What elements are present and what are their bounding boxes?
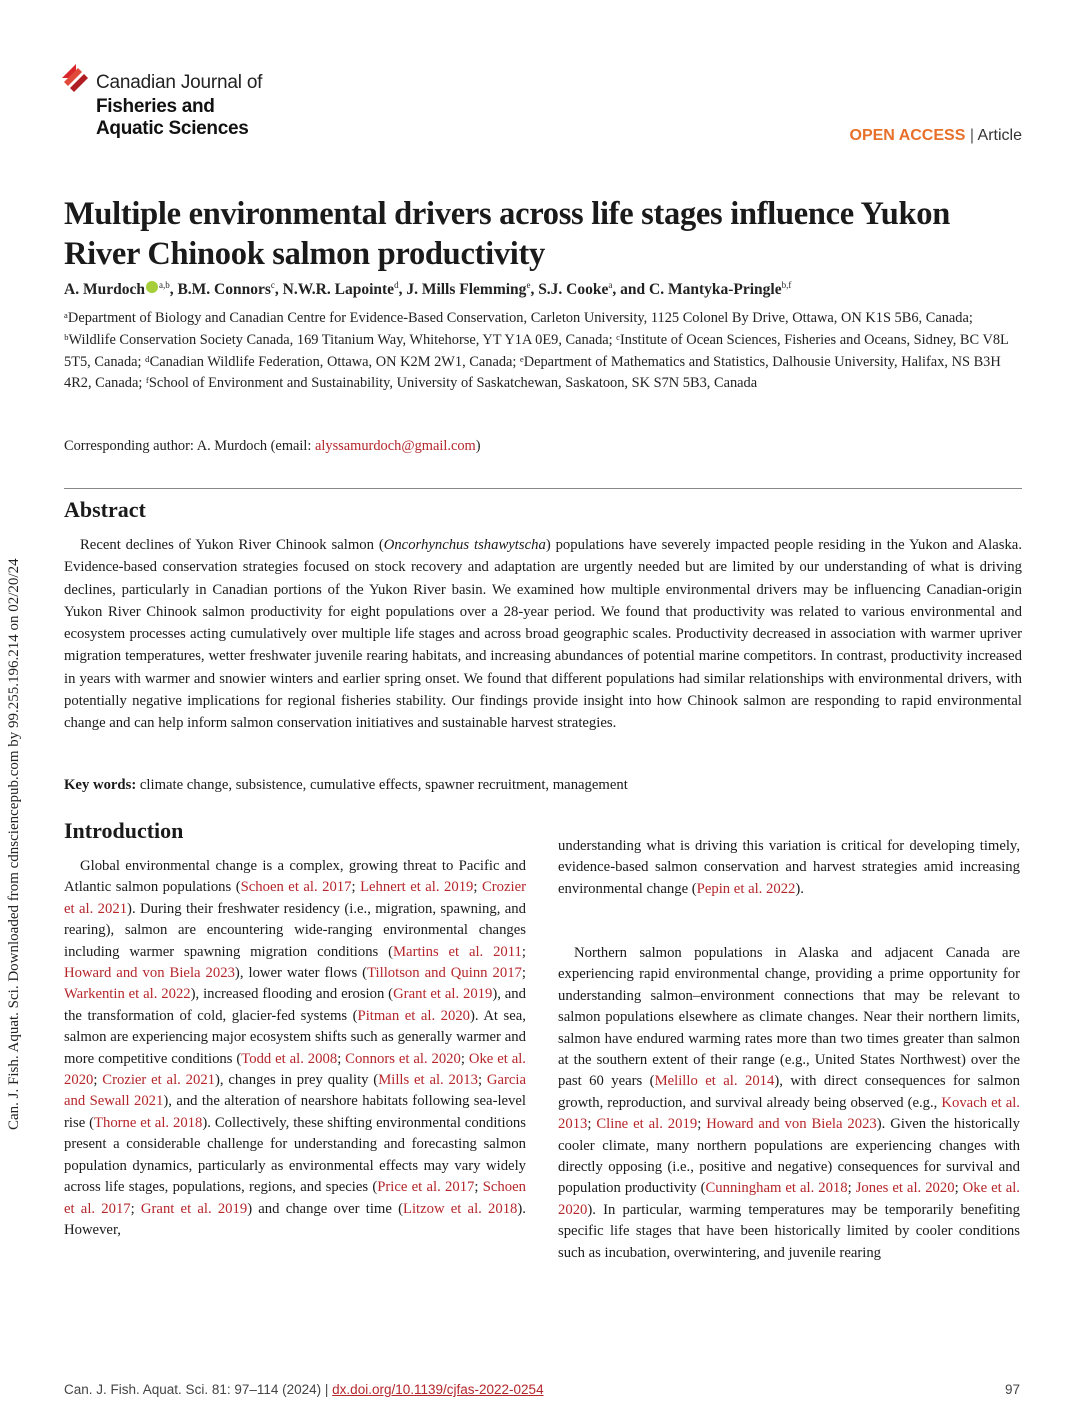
journal-name-lines <box>96 96 249 140</box>
author-email-link[interactable]: alyssamurdoch@gmail.com <box>315 438 476 454</box>
abstract-heading: Abstract <box>64 497 146 522</box>
body-text: ). At sea, salmon are experiencing major ecosystem shifts such as generally warmer and more competitive conditions ( <box>64 1007 526 1067</box>
citation-link[interactable]: Grant et al. 2019 <box>140 1200 248 1217</box>
citation-link[interactable]: Cline et al. 2019 <box>596 1116 698 1133</box>
body-text: ). During their freshwater residency (i.e., migration, spawning, and rearing), salmon are encountering wide-ranging environmental changes including warmer spawning migration conditions ( <box>64 900 526 960</box>
body-text: ), increased flooding and erosion ( <box>190 986 394 1003</box>
citation-link[interactable]: Jones et al. 2020 <box>855 1180 955 1197</box>
body-text: ; <box>847 1180 856 1197</box>
orcid-icon[interactable] <box>146 281 158 293</box>
keywords-label: Key words: <box>64 777 137 793</box>
body-text: ). Given the historically cooler climate, many northern populations are experiencing changes with directly opposing (i.e., positive and negative) consequences for survival and population productivity ( <box>558 1116 1020 1197</box>
citation-link[interactable]: Pepin et al. 2022 <box>696 880 796 897</box>
citation-link[interactable]: Mills et al. 2013 <box>378 1072 478 1089</box>
body-text: ). Collectively, these shifting environmental conditions present a considerable challenge for understanding and forecasting salmon population dynamics, particularly as environmental effects may vary widely across life stages, populations, regions, and species ( <box>64 1114 526 1196</box>
body-text: ), changes in prey quality ( <box>215 1072 379 1089</box>
body-text: ; <box>587 1116 597 1133</box>
author-separator: , <box>530 281 539 298</box>
citation-link[interactable]: Cunningham et al. 2018 <box>705 1180 848 1197</box>
footer-citation <box>64 1382 544 1397</box>
body-text: ), with direct consequences for salmon growth, reproduction, and survival already being observed (e.g., <box>558 1073 1020 1111</box>
body-text: ; <box>351 879 361 896</box>
author-name: C. Mantyka-Pringle <box>649 281 782 298</box>
citation-link[interactable]: Thorne et al. 2018 <box>94 1114 203 1131</box>
section-divider <box>64 488 1022 489</box>
introduction-column-2-paragraph <box>558 943 1020 1264</box>
body-text: ), and the transformation of cold, glacier-fed systems ( <box>64 986 526 1024</box>
body-text: ), and the alteration of nearshore habitats following sea-level rise ( <box>64 1093 527 1131</box>
author-name: A. Murdoch <box>64 281 145 298</box>
paper-title: Multiple environmental drivers across life stages influence Yukon River Chinook salmon productivity <box>64 196 950 272</box>
body-text: ). However, <box>64 1200 526 1238</box>
author-name: N.W.R. Lapointe <box>282 281 395 298</box>
author-affiliation-marker: a <box>608 280 613 290</box>
journal-logo-icon <box>62 64 92 94</box>
citation-link[interactable]: Howard and von Biela 2023 <box>706 1116 877 1133</box>
author-affiliation-marker: b,f <box>781 280 792 290</box>
journal-name-line2: Fisheries and <box>96 96 215 117</box>
affiliations: ᵃDepartment of Biology and Canadian Centre for Evidence-Based Conservation, Carleton University, 1125 Colonel By Drive, Ottawa, ON K1S 5B6, Canada; ᵇWildlife Conservation Society Canada, 169 Titanium Way, Whitehorse, YT Y1A 0E9, Canada; ᶜInstitute of Ocean Sciences, Fisheries and Oceans, Sidney, BC V8L 5T5, Canada; ᵈCanadian Wildlife Federation, Ottawa, ON K2M 2W1, Canada; ᵉDepartment of Mathematics and Statistics, Dalhousie University, Halifax, NS B3H 4R2, Canada; ᶠSchool of Environment and Sustainability, University of Saskatchewan, Saskatoon, SK S7N 5B3, Canada <box>64 310 1009 392</box>
author-name: S.J. Cooke <box>538 281 609 298</box>
body-text: ; <box>477 1072 487 1089</box>
body-text: ; <box>473 879 482 896</box>
corresponding-suffix: ) <box>475 438 481 454</box>
body-text: ; <box>460 1050 469 1067</box>
citation-link[interactable]: Connors et al. 2020 <box>345 1050 461 1067</box>
citation-link[interactable]: Howard and von Biela 2023 <box>64 965 235 982</box>
citation-link[interactable]: Schoen et al. 2017 <box>64 1179 526 1217</box>
body-text: ; <box>521 943 526 960</box>
author-affiliation-marker: e <box>526 280 531 290</box>
citation-link[interactable]: Lehnert et al. 2019 <box>360 879 474 896</box>
author-affiliation-marker: d <box>394 280 399 290</box>
keywords <box>64 777 628 794</box>
body-text: ), lower water flows ( <box>234 965 368 982</box>
citation-link[interactable]: Litzow et al. 2018 <box>402 1200 518 1217</box>
open-access-label: OPEN ACCESS <box>849 127 966 144</box>
citation-link[interactable]: Todd et al. 2008 <box>241 1050 338 1067</box>
journal-name-line1: Canadian Journal of <box>96 72 263 93</box>
doi-link[interactable]: dx.doi.org/10.1139/cjfas-2022-0254 <box>332 1382 544 1397</box>
abstract-text-rest: ) populations have severely impacted people residing in the Yukon and Alaska. Evidence-based conservation strategies focused on stock recovery and adaptation are urgently needed but are limited by our understanding of what is driving declines, particularly in Canadian portions of the Yukon River basin. We examined how multiple environmental drivers may be influencing Canadian-origin Yukon River Chinook salmon productivity for eight populations over a 28-year period. We found that productivity was related to various environmental and ecosystem processes acting cumulatively over multiple life stages and across broad geographic scales. Productivity decreased in association with warmer upriver migration temperatures, wetter freshwater juvenile rearing habitats, and increasing abundances of potential marine competitors. In contrast, productivity increased in years with warmer and snowier winters and earlier spring onset. We found that different populations had similar relationships with environmental drivers, with potentially negative implications for regional fisheries stability. Our findings provide insight into how Chinook salmon are responding to rapid environmental change and can help inform salmon conservation initiatives and sustainable harvest strategies. <box>64 537 1022 732</box>
author-affiliation-marker: a,b <box>158 280 170 290</box>
body-text: ). <box>795 880 804 897</box>
abstract-text <box>64 534 1022 735</box>
author-separator: , and <box>612 281 650 298</box>
author-affiliation-marker: c <box>270 280 275 290</box>
download-stamp: Can. J. Fish. Aquat. Sci. Downloaded from cdnsciencepub.com by 99.255.196.214 on 02/20/24 <box>6 558 22 1130</box>
body-text: ; <box>93 1072 103 1089</box>
body-text: ; <box>954 1180 963 1197</box>
body-text: understanding what is driving this variation is critical for developing timely, evidence-based salmon conservation and harvest strategies amid increasing environmental change ( <box>558 838 1020 897</box>
citation-text: Can. J. Fish. Aquat. Sci. 81: 97–114 (2024) | <box>64 1382 333 1397</box>
citation-link[interactable]: Grant et al. 2019 <box>393 986 493 1003</box>
body-text: Northern salmon populations in Alaska and adjacent Canada are experiencing rapid environmental change, providing a prime opportunity for understanding salmon–environment connections that may be relevant to salmon populations elsewhere as climate changes. Near their northern limits, salmon have endured warming rates more than two times greater than salmon at the southern extent of their range (e.g., United States Northwest) over the past 60 years ( <box>558 945 1020 1090</box>
citation-link[interactable]: Tillotson and Quinn 2017 <box>367 965 522 982</box>
body-text: ; <box>474 1179 483 1196</box>
body-text: ; <box>337 1050 346 1067</box>
keywords-text: climate change, subsistence, cumulative effects, spawner recruitment, management <box>139 777 628 793</box>
species-name: Oncorhynchus tshawytscha <box>383 537 546 553</box>
citation-link[interactable]: Pitman et al. 2020 <box>357 1007 471 1024</box>
corresponding-author <box>64 438 481 455</box>
author-list <box>64 280 791 299</box>
citation-link[interactable]: Price et al. 2017 <box>377 1179 475 1196</box>
citation-link[interactable]: Crozier et al. 2021 <box>102 1072 216 1089</box>
citation-link[interactable]: Garcia and Sewall 2021 <box>64 1072 526 1110</box>
page-number: 97 <box>1004 1382 1020 1397</box>
author-name: B.M. Connors <box>177 281 271 298</box>
journal-name-line3: Aquatic Sciences <box>96 118 249 139</box>
author-separator: , <box>274 281 283 298</box>
author-separator: , <box>169 281 178 298</box>
citation-link[interactable]: Crozier et al. 2021 <box>64 879 527 917</box>
citation-link[interactable]: Oke et al. 2020 <box>64 1050 526 1089</box>
citation-link[interactable]: Oke et al. 2020 <box>558 1180 1020 1218</box>
body-text: ). In particular, warming temperatures may be temporarily benefiting specific life stages that have been historically limited by cooler conditions such as incubation, overwintering, and juvenile rearing <box>558 1201 1020 1261</box>
body-text: Global environmental change is a complex, growing threat to Pacific and Atlantic salmon populations ( <box>64 858 526 896</box>
body-text: ) and change over time ( <box>247 1200 403 1217</box>
introduction-heading: Introduction <box>64 818 184 843</box>
corresponding-prefix: Corresponding author: A. Murdoch (email: <box>64 438 315 454</box>
introduction-column-1 <box>64 856 526 1241</box>
body-text: ; <box>697 1116 707 1133</box>
citation-link[interactable]: Martins et al. 2011 <box>393 943 522 960</box>
abstract-text-start: Recent declines of Yukon River Chinook salmon ( <box>80 537 384 553</box>
citation-link[interactable]: Melillo et al. 2014 <box>654 1073 775 1090</box>
author-separator: , <box>398 281 407 298</box>
article-type: Article <box>977 127 1022 144</box>
citation-link[interactable]: Kovach et al. 2013 <box>558 1094 1020 1133</box>
citation-link[interactable]: Schoen et al. 2017 <box>240 879 352 896</box>
body-text: ; <box>521 965 526 982</box>
article-type-label <box>850 127 1023 145</box>
author-name: J. Mills Flemming <box>406 281 527 298</box>
citation-link[interactable]: Warkentin et al. 2022 <box>64 986 191 1003</box>
journal-logo[interactable] <box>62 62 322 142</box>
header-separator: | <box>969 127 974 144</box>
body-text: ; <box>130 1200 141 1217</box>
introduction-column-2-top <box>558 836 1020 900</box>
